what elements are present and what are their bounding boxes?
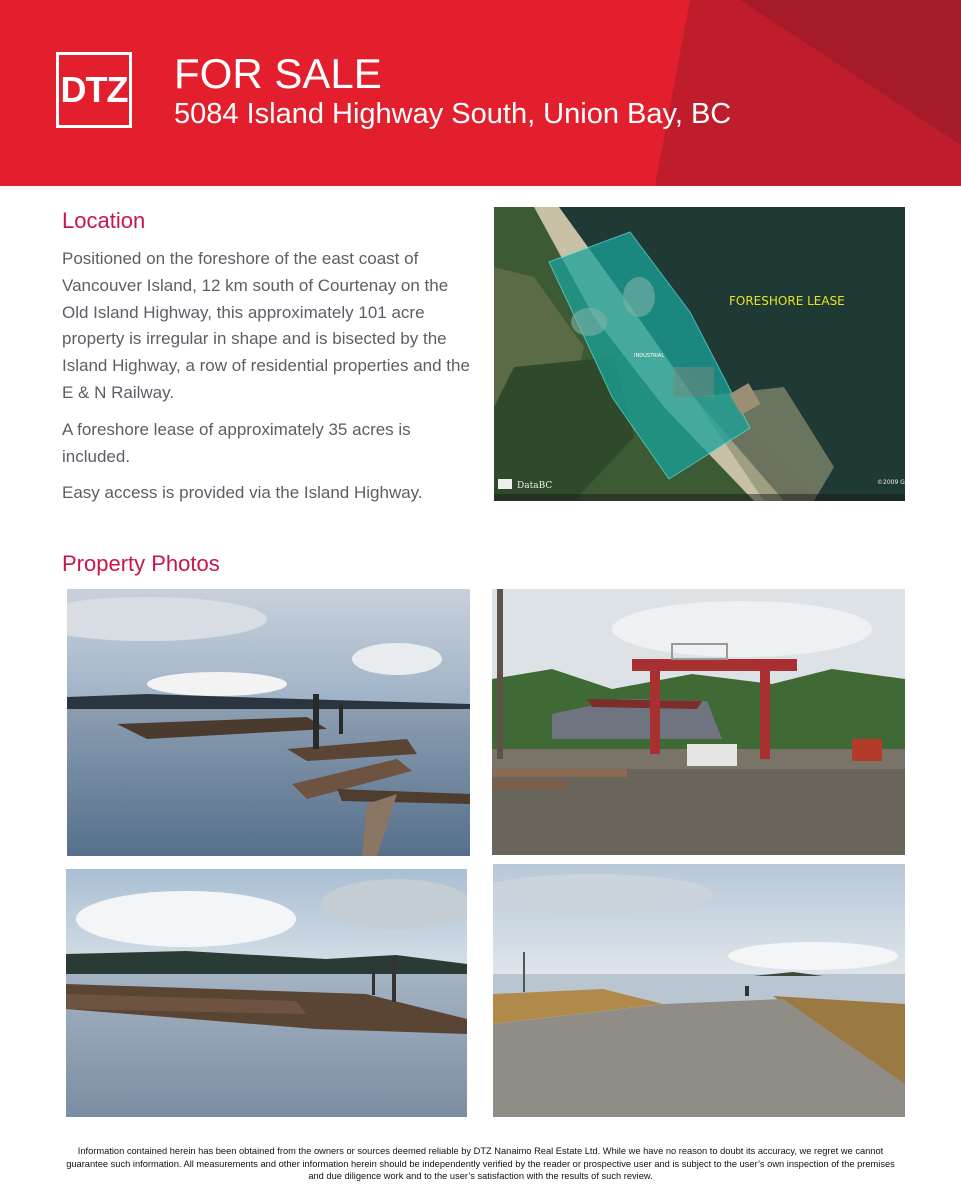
header-banner bbox=[0, 0, 961, 186]
map-lease-label: FORESHORE LEASE bbox=[729, 294, 845, 308]
header-graphic bbox=[0, 0, 961, 186]
location-description bbox=[62, 246, 472, 517]
databc-logo-icon bbox=[498, 479, 512, 489]
photo-boat-ramp bbox=[493, 864, 905, 1117]
dtz-logo: DTZ bbox=[56, 52, 132, 128]
photo-log-booms-shore bbox=[66, 869, 467, 1117]
property-address: 5084 Island Highway South, Union Bay, BC bbox=[174, 98, 732, 130]
map-credit-left: DataBC bbox=[517, 481, 553, 491]
aerial-map bbox=[494, 207, 905, 501]
page-title: FOR SALE bbox=[174, 50, 382, 97]
location-paragraph-3: Easy access is provided via the Island Highway. bbox=[62, 483, 423, 503]
legal-disclaimer: Information contained herein has been obtained from the owners or sources deemed reliable by DTZ Nanaimo Real Estate Ltd. While we have no reason to doubt its accuracy, we regret we cannot guarantee such information. All measurements and other information herein should be independently verified by the reader or prospective user and is subject to the user’s own inspection of the premises and due diligence work and to the user’s satisfaction with the results of such review. bbox=[66, 1146, 895, 1181]
location-paragraph-2: A foreshore lease of approximately 35 acres is included. bbox=[62, 419, 411, 466]
location-heading: Location bbox=[62, 208, 146, 233]
photos-heading: Property Photos bbox=[62, 551, 220, 576]
location-paragraph-1: Positioned on the foreshore of the east coast of Vancouver Island, 12 km south of Courtenay on the Old Island Highway, this approximately 101 acre property is irregular in shape and is bisected by the Island Highway, a row of residential properties and the E & N Railway. bbox=[62, 249, 470, 402]
map-zone-label: INDUSTRIAL bbox=[634, 353, 665, 359]
photo-gantry-yard bbox=[492, 589, 905, 855]
map-credit-right: ©2009 G bbox=[877, 479, 905, 486]
photo-log-booms bbox=[67, 589, 470, 856]
